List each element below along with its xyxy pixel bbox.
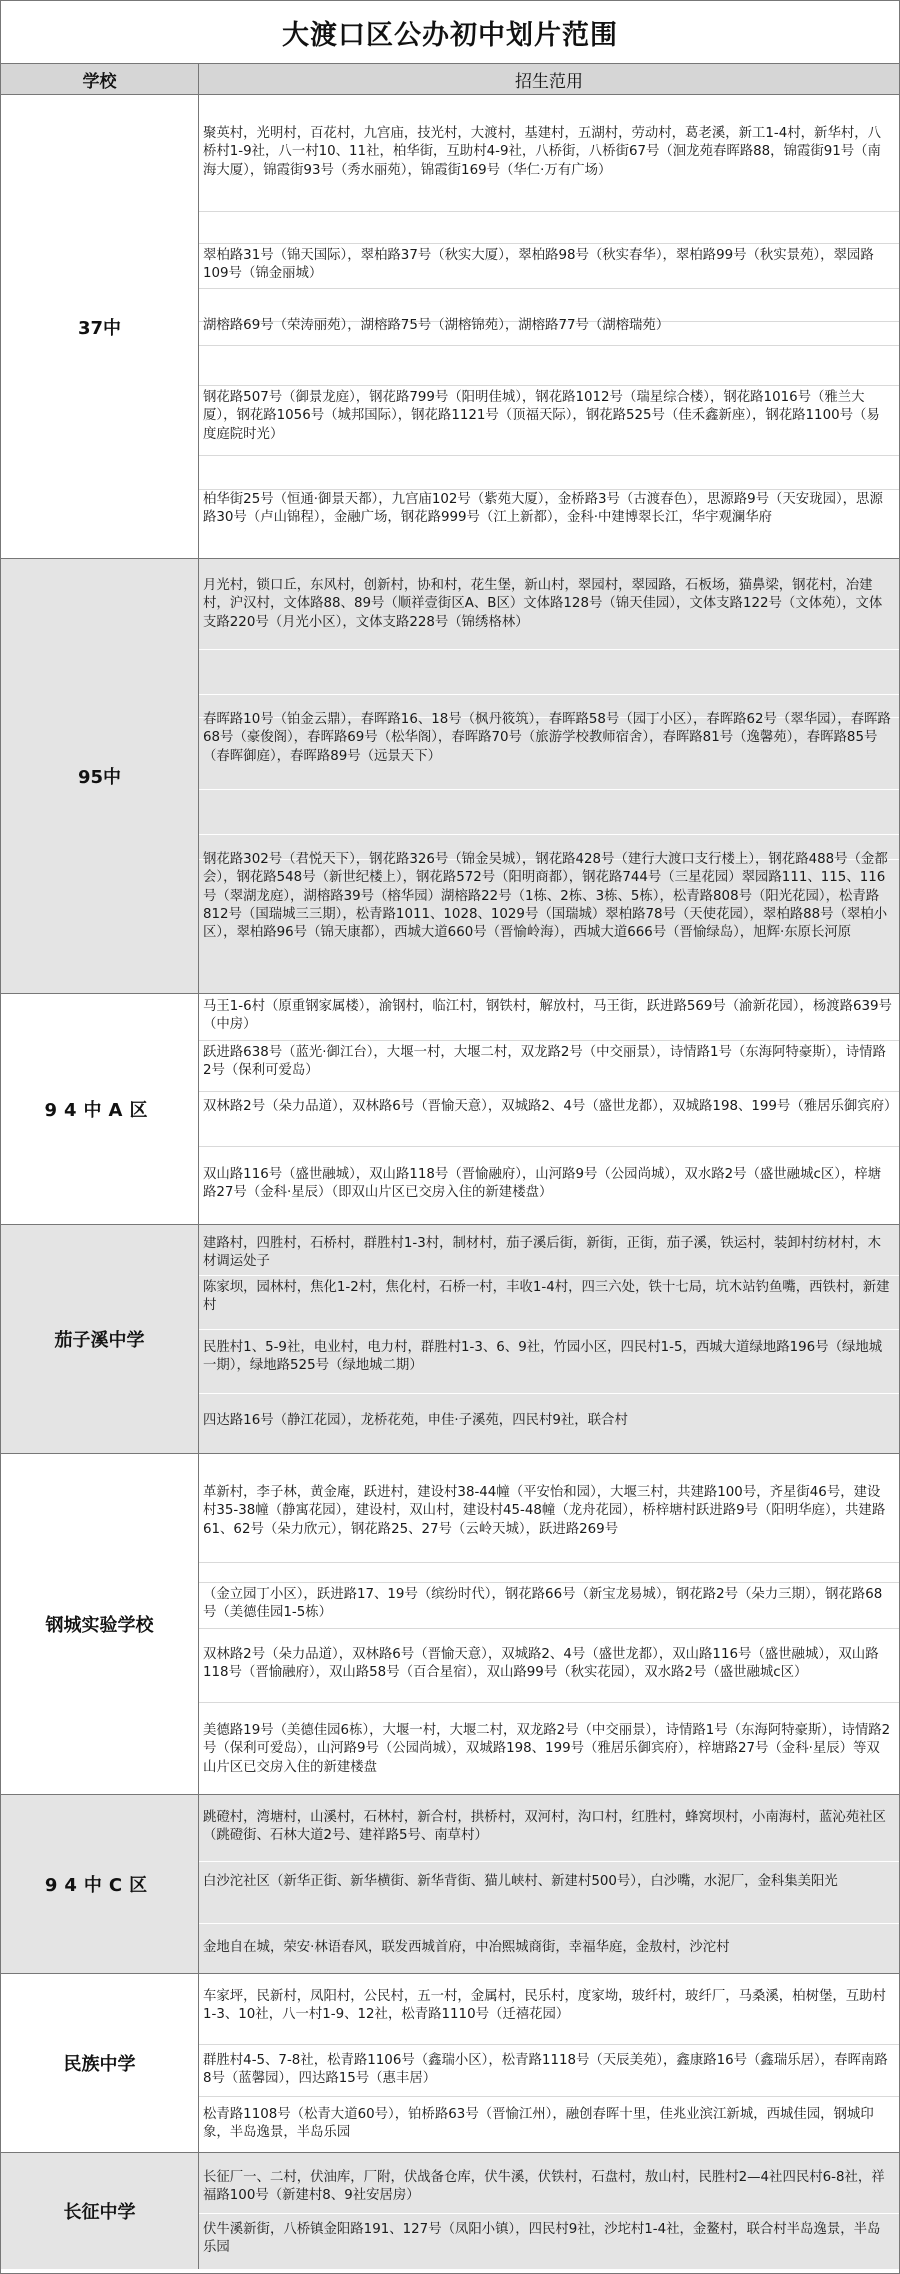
range-entry: 四达路16号（静江花园），龙桥花苑，申佳·子溪苑，四民村9社，联合村 [203,1413,628,1428]
row-divider [199,1562,899,1563]
row-divider [199,345,899,346]
range-entry: 双林路2号（朵力品道），双林路6号（晋愉天意），双城路2、4号（盛世龙都），双山路116号（盛世融城），双山路118号（晋愉融府），双山路58号（百合星宿），双山路99号（秋实花园），双水路2号（盛世融城c区） [203,1647,879,1681]
range-entry: 革新村，李子林，黄金庵，跃进村，建设村38-44幢（平安怡和园），大堰三村，共建路100号，齐星街46号，建设村35-38幢（静寓花园），建设村，双山村，建设村45-48幢（龙舟花园），桥梓塘村跃进路9号（阳明华庭），共建路61、62号（朵力欣元），钢花路25、27号（云岭天城），跃进路269号 [203,1485,886,1537]
range-entry: 聚英村，光明村，百花村，九宫庙，技光村，大渡村，基建村，五湖村，劳动村，葛老溪，新工1-4村，新华村，八桥村1-9社，八一村10、11社，柏华街，互助村4-9社，八桥街，八桥街67号（洄龙苑春晖路88，锦霞街91号（南海大厦），锦霞街93号（秀水丽苑），锦霞街169号（华仁·万有广场） [203,126,882,178]
section-94c [1,1795,899,1974]
range-entry: 松青路1108号（松青大道60号），铂桥路63号（晋愉江州），融创春晖十里，佳兆业滨江新城，西城佳园，钢城印象，半岛逸景，半岛乐园 [203,2107,874,2141]
range-entry: 白沙沱社区（新华正街、新华横街、新华背街、猫儿峡村、新建村500号），白沙嘴，水泥厂，金科集美阳光 [203,1874,838,1889]
range-cell [199,559,899,993]
range-entry: 春晖路10号（铂金云鼎），春晖路16、18号（枫丹筱筑），春晖路58号（园丁小区），春晖路62号（翠华园），春晖路68号（豪俊阁），春晖路69号（松华阁），春晖路70号（旅游学校教师宿舍），春晖路81号（逸馨苑），春晖路85号（春晖御庭），春晖路89号（远景天下） [203,712,891,764]
row-divider [199,1393,899,1394]
row-divider [199,1329,899,1330]
range-entry: 马王1-6村（原重钢家属楼），渝钢村，临江村，钢铁村，解放村，马王街，跃进路569号（渝新花园），杨渡路639号（中房） [203,999,892,1033]
range-entry: 金地自在城，荣安·林语春风，联发西城首府，中冶熙城商街，幸福华庭，金敖村，沙沱村 [203,1940,730,1955]
row-divider [199,1275,899,1276]
section-94a [1,994,899,1225]
section-95 [1,559,899,994]
range-entry: 湖榕路69号（荣涛丽苑），湖榕路75号（湖榕锦苑），湖榕路77号（湖榕瑞苑） [203,318,670,333]
range-cell [199,95,899,558]
section-37 [1,95,899,559]
school-name: 94中A区 [1,994,199,1224]
row-divider [199,211,899,212]
range-entry: 跃进路638号（蓝光·御江台），大堰一村，大堰二村，双龙路2号（中交丽景），诗情路1号（东海阿特豪斯），诗情路2号（保利可爱岛） [203,1045,886,1079]
row-divider [199,455,899,456]
range-entry: 群胜村4-5、7-8社，松青路1106号（鑫瑞小区），松青路1118号（天辰美苑），鑫康路16号（鑫瑞乐居），春晖南路8号（蓝馨园），四达路15号（惠丰居） [203,2053,888,2087]
range-entry: 翠柏路31号（锦天国际），翠柏路37号（秋实大厦），翠柏路98号（秋实春华），翠柏路99号（秋实景苑），翠园路109号（锦金丽城） [203,248,874,282]
row-divider [199,694,899,695]
range-entry: 双林路2号（朵力品道），双林路6号（晋愉天意），双城路2、4号（盛世龙都），双城路198、199号（雅居乐御宾府） [203,1099,898,1114]
range-entry: 月光村，锁口丘，东风村，创新村，协和村，花生堡，新山村，翠园村，翠园路，石板场，猫鼻梁，钢花村，冶建村，沪汉村，文体路88、89号（顺祥壹街区A、B区）文体路128号（锦天佳园），文体支路122号（文体苑），文体支路220号（月光小区），文体支路228号（锦绣格林） [203,578,883,630]
row-divider [199,1628,899,1629]
row-divider [199,243,899,244]
range-cell [199,1974,899,2152]
range-entry: 民胜村1、5-9社，电业村，电力村，群胜村1-3、6、9社，竹园小区，四民村1-5，西城大道绿地路196号（绿地城一期），绿地路525号（绿地城二期） [203,1340,883,1374]
row-divider [199,489,899,490]
header-range: 招生范用 [515,71,583,92]
row-divider [199,1582,899,1583]
row-divider [199,649,899,650]
row-divider [199,288,899,289]
school-name: 37中 [1,95,199,558]
row-divider [199,2096,899,2097]
school-name: 民族中学 [1,1974,199,2152]
section-qiezixi [1,1225,899,1454]
range-entry: 陈家坝，园林村，焦化1-2村，焦化村，石桥一村，丰收1-4村，四三六处，铁十七局，坑木站钓鱼嘴，西铁村，新建村 [203,1280,890,1314]
range-cell [199,1795,899,1973]
range-entry: 车家坪，民新村，凤阳村，公民村，五一村，金属村，民乐村，度家坳，玻纤村，玻纤厂，马桑溪，柏树堡，互助村1-3、10社，八一村1-9、12社，松青路1110号（迁禧花园） [203,1989,886,2023]
row-divider [199,834,899,835]
row-divider [199,2213,899,2214]
range-entry: 美德路19号（美德佳园6栋），大堰一村，大堰二村，双龙路2号（中交丽景），诗情路1号（东海阿特豪斯），诗情路2号（保利可爱岛），山河路9号（公园尚城），双城路198、199号（雅居乐御宾府），梓塘路27号（金科·星辰）等双山片区已交房入住的新建楼盘 [203,1723,891,1775]
range-entry: 伏牛溪新街，八桥镇金阳路191、127号（凤阳小镇），四民村9社，沙坨村1-4社，金鳌村，联合村半岛逸景，半岛乐园 [203,2222,881,2256]
range-cell [199,994,899,1224]
section-minzu [1,1974,899,2153]
row-divider [199,385,899,386]
row-divider [199,1923,899,1924]
section-changzheng [1,2153,899,2269]
range-entry: 钢花路302号（君悦天下），钢花路326号（锦金吴城），钢花路428号（建行大渡口支行楼上），钢花路488号（金都会），钢花路548号（新世纪楼上），钢花路572号（阳明商都），钢花路744号（三星花园）翠园路111、115、116号（翠湖龙庭），湖榕路39号（榕华园）湖榕路22号（1栋、2栋、3栋、5栋），松青路808号（阳光花园），松青路812号（国瑞城三三期），松青路1011、1028、1029号（国瑞城）翠柏路78号（天使花园），翠柏路88号（翠柏小区），翠柏路96号（锦天康都），西城大道660号（晋愉岭海），西城大道666号（晋愉绿岛），旭辉·东原长河原 [203,852,888,941]
range-entry: 钢花路507号（御景龙庭），钢花路799号（阳明佳城），钢花路1012号（瑞星综合楼），钢花路1016号（雅兰大厦），钢花路1056号（城邦国际），钢花路1121号（顶福天际），钢花路525号（佳禾鑫新座），钢花路1100号（易度庭院时光） [203,390,880,442]
row-divider [199,1040,899,1041]
range-entry: 双山路116号（盛世融城），双山路118号（晋愉融府），山河路9号（公园尚城），双水路2号（盛世融城c区），梓塘路27号（金科·星辰）（即双山片区已交房入住的新建楼盘） [203,1167,882,1201]
row-divider [199,1091,899,1092]
school-name: 94中C区 [1,1795,199,1973]
row-divider [199,1146,899,1147]
range-entry: 柏华街25号（恒通·御景天都），九宫庙102号（紫苑大厦），金桥路3号（古渡春色），思源路9号（天安珑园），思源路30号（卢山锦程），金融广场，钢花路999号（江上新都），金科·中建博翠长江，华宇观澜华府 [203,492,883,526]
range-cell [199,1225,899,1453]
range-entry: 建路村，四胜村，石桥村，群胜村1-3村，制材村，茄子溪后街，新街，正街，茄子溪，铁运村，装卸村纺材村，木材调运处子 [203,1236,882,1270]
header-school: 学校 [1,64,199,94]
row-divider [199,789,899,790]
school-name: 茄子溪中学 [1,1225,199,1453]
table-header [1,64,899,95]
school-name: 长征中学 [1,2153,199,2269]
school-name: 钢城实验学校 [1,1454,199,1794]
range-entry: （金立园丁小区），跃进路17、19号（缤纷时代），钢花路66号（新宝龙易城），钢花路2号（朵力三期），钢花路68号（美德佳园1-5栋） [203,1587,883,1621]
range-entry: 长征厂一、二村，伏油库，厂附，伏战备仓库，伏牛溪，伏铁村，石盘村，敖山村，民胜村2—4社四民村6-8社，祥福路100号（新建村8、9社安居房） [203,2170,885,2204]
school-name: 95中 [1,559,199,993]
row-divider [199,1861,899,1862]
range-entry: 跳磴村，湾塘村，山溪村，石林村，新合村，拱桥村，双河村，沟口村，红胜村，蜂窝坝村，小南海村，蓝沁苑社区（跳磴街、石林大道2号、建祥路5号、南草村） [203,1810,886,1844]
row-divider [199,1702,899,1703]
section-gangcheng [1,1454,899,1795]
page-title: 大渡口区公办初中划片范围 [1,1,899,64]
range-cell [199,1454,899,1794]
range-cell [199,2153,899,2269]
row-divider [199,2044,899,2045]
